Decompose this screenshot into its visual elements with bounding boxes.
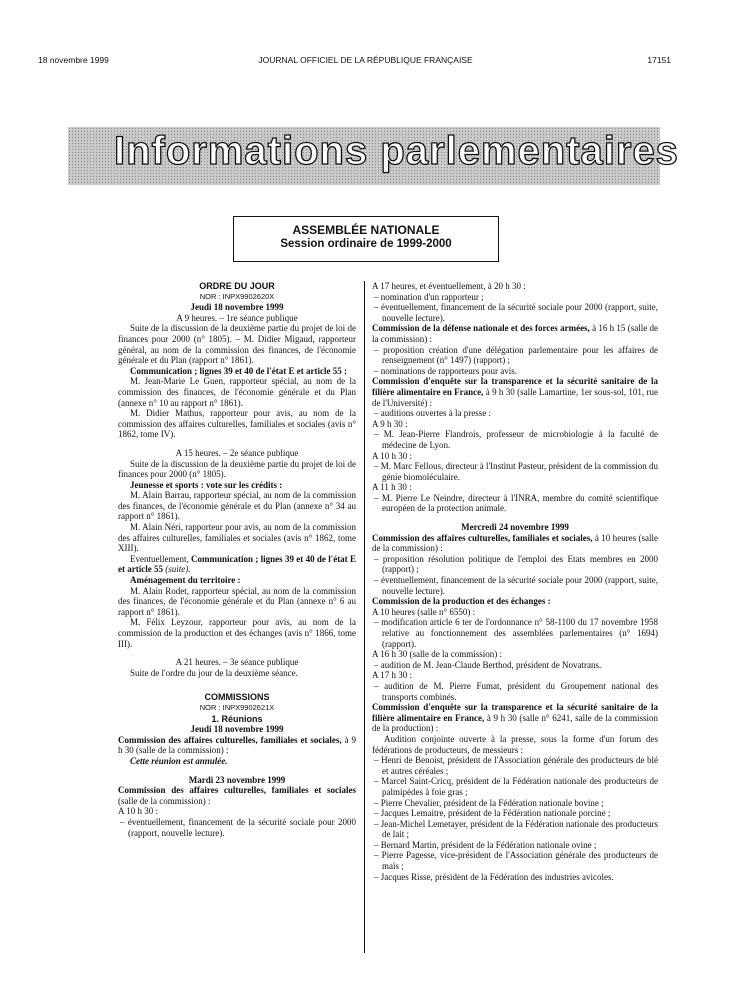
list-item: – M. Jean-Pierre Flandrois, professeur de microbiologie à la faculté de médecine de Lyon. bbox=[374, 429, 658, 450]
list-item: – audition de M. Pierre Fumat, président du Groupement national des transports combinés. bbox=[374, 680, 658, 702]
time-label: A 10 heures (salle n° 6550) : bbox=[372, 606, 476, 617]
list-item: – Jean-Michel Lemetayer, président de la Fédération nationale des producteurs de lait ; bbox=[374, 818, 658, 840]
text-run: à 9 h 30 (salle n° 6241, salle de la commission de la production) : bbox=[372, 712, 658, 734]
time-label: A 17 h 30 : bbox=[372, 670, 413, 681]
seance-time: A 15 heures. – 2e séance publique bbox=[175, 447, 299, 458]
time-label: A 17 heures, et éventuellement, à 20 h 30 : bbox=[372, 281, 526, 291]
paragraph: M. Didier Mathus, rapporteur pour avis, au nom de la commission des affaires culturelles, familiales et sociales (avis n° 1862, tome IV). bbox=[118, 408, 356, 440]
text-run: à 9 h 30 (salle de la commission) : bbox=[118, 734, 357, 756]
seance-time: A 21 heures. – 3e séance publique bbox=[175, 657, 299, 668]
paragraph bbox=[372, 702, 658, 734]
assembly-box bbox=[233, 216, 499, 262]
day-heading: Jeudi 18 novembre 1999 bbox=[190, 724, 284, 735]
text-run: à 10 heures (salle de la commission) : bbox=[372, 532, 658, 554]
ordre-nor: NOR : INPX9902620X bbox=[199, 291, 275, 301]
list-item: – nominations de rapporteurs pour avis. bbox=[374, 365, 517, 376]
agenda-heading: Communication ; lignes 39 et 40 de l'état E et article 55 : bbox=[130, 365, 347, 376]
session-name: Session ordinaire de 1999-2000 bbox=[280, 238, 452, 250]
paragraph bbox=[372, 323, 658, 344]
list-item: – Pierre Chevalier, président de la Fédération nationale bovine ; bbox=[374, 797, 604, 808]
list-item: – éventuellement, financement de la sécurité sociale pour 2000 (rapport, suite, nouvelle lecture). bbox=[374, 575, 658, 596]
paragraph: M. Alain Rodet, rapporteur spécial, au nom de la commission des finances, de l'économie générale et du Plan (annexe n° 6 au rapport n° 1861). bbox=[118, 585, 356, 617]
header-page-number: 17151 bbox=[647, 55, 671, 65]
section-banner bbox=[68, 127, 679, 185]
day-heading: Mercredi 24 novembre 1999 bbox=[461, 522, 569, 533]
time-label: A 11 h 30 : bbox=[372, 482, 412, 493]
paragraph bbox=[118, 735, 356, 756]
list-item: – Pierre Pagesse, vice-président de l'Association générale des producteurs de maïs ; bbox=[374, 850, 658, 872]
list-item: – Bernard Martin, président de la Fédération nationale ovine ; bbox=[374, 839, 597, 850]
left-column bbox=[118, 281, 356, 838]
commission-name: Commission de la défense nationale et des forces armées, bbox=[372, 323, 590, 334]
list-item: – auditions ouvertes à la presse : bbox=[374, 408, 491, 419]
text-run: (suite). bbox=[162, 564, 191, 575]
commission-name: Commission des affaires culturelles, familiales et sociales bbox=[118, 785, 356, 796]
commission-name: Commission d'enquête sur la transparence et la sécurité sanitaire de la filière alimentaire en France, bbox=[372, 376, 658, 397]
agenda-heading: Jeunesse et sports : vote sur les crédits : bbox=[130, 479, 283, 490]
commission-name: Commission des affaires culturelles, familiales et sociales, bbox=[372, 532, 593, 543]
column-divider bbox=[364, 281, 365, 953]
paragraph: M. Alain Barrau, rapporteur spécial, au nom de la commission des finances, de l'économie générale et du Plan (annexe n° 34 au rapport n° 1861). bbox=[118, 490, 356, 522]
header-date: 18 novembre 1999 bbox=[38, 55, 109, 65]
list-item: – Jacques Risse, président de la Fédération des industries avicoles. bbox=[374, 871, 614, 882]
right-column bbox=[372, 281, 658, 882]
list-item: – proposition résolution politique de l'emploi des Etats membres en 2000 (rapport) ; bbox=[374, 553, 658, 575]
paragraph: Suite de l'ordre du jour de la deuxième séance. bbox=[130, 667, 298, 678]
list-item: – nomination d'un rapporteur ; bbox=[374, 291, 484, 302]
commissions-title: COMMISSIONS bbox=[204, 692, 270, 703]
ordre-title: ORDRE DU JOUR bbox=[199, 281, 275, 291]
commission-name: Commission d'enquête sur la transparence et la sécurité sanitaire de la filière alimentaire en France, bbox=[372, 702, 658, 723]
assembly-name: ASSEMBLÉE NATIONALE bbox=[292, 223, 440, 237]
paragraph bbox=[118, 554, 356, 575]
seance-time: A 9 heures. – 1re séance publique bbox=[176, 312, 298, 323]
commissions-nor: NOR : INPX9902621X bbox=[199, 702, 275, 712]
cancel-note bbox=[118, 756, 356, 767]
commission-name: Commission des affaires culturelles, familiales et sociales, bbox=[118, 734, 342, 745]
paragraph: M. Félix Leyzour, rapporteur pour avis, au nom de la commission de la production et des échanges (avis n° 1866, tome III). bbox=[118, 617, 356, 649]
text-run: à 16 h 15 (salle de la commission) : bbox=[372, 323, 658, 344]
list-item: – M. Pierre Le Neindre, directeur à l'INRA, membre du comité scientifique européen de la protection animale. bbox=[374, 492, 658, 514]
list-item: – M. Marc Fellous, directeur à l'Institut Pasteur, président de la commission du génie biomoléculaire. bbox=[374, 461, 658, 482]
text-run: à 9 h 30 (salle Lamartine, 1er sous-sol, 101, rue de l'Université) : bbox=[372, 386, 658, 408]
paragraph: Audition conjointe ouverte à la presse, sous la forme d'un forum des fédérations de producteurs, de messieurs : bbox=[372, 733, 658, 755]
paragraph: M. Alain Néri, rapporteur pour avis, au nom de la commission des affaires culturelles, familiales et sociales (avis n° 1862, tome XIII). bbox=[118, 522, 356, 554]
list-item: – audition de M. Jean-Claude Berthod, président de Novatrans. bbox=[374, 659, 602, 670]
commission-name: Commission de la production et des échanges : bbox=[372, 596, 551, 607]
text-run: (salle de la commission) : bbox=[118, 795, 211, 806]
agenda-heading: Aménagement du territoire : bbox=[130, 575, 241, 586]
list-item: – éventuellement, financement de la sécurité sociale pour 2000 (rapport, nouvelle lecture). bbox=[120, 816, 356, 838]
time-label: A 9 h 30 : bbox=[372, 418, 408, 429]
paragraph: M. Jean-Marie Le Guen, rapporteur spécial, au nom de la commission des finances, de l'économie générale et du Plan (annexe n° 10 au rapport n° 1861). bbox=[118, 376, 356, 408]
day-heading: Jeudi 18 novembre 1999 bbox=[190, 302, 284, 313]
list-item: – Henri de Benoist, président de l'Association générale des producteurs de blé et autres céréales ; bbox=[374, 755, 658, 776]
time-label: A 10 h 30 : bbox=[372, 450, 413, 461]
list-item: – éventuellement, financement de la sécurité sociale pour 2000 (rapport, suite, nouvelle lecture). bbox=[374, 302, 658, 323]
list-item: – Jacques Lemaitre, président de la Fédération nationale porcine ; bbox=[374, 808, 611, 819]
paragraph bbox=[372, 376, 658, 408]
paragraph bbox=[118, 785, 356, 806]
reunions-title: 1. Réunions bbox=[211, 713, 263, 724]
paragraph: Suite de la discussion de la deuxième partie du projet de loi de finances pour 2000 (n° 1805). – M. Didier Migaud, rapporteur général, au nom de la commission des finances, de l'économie générale et du Plan (rapport n° 1861). bbox=[118, 323, 356, 366]
text-run: Cette réunion est annulée. bbox=[130, 755, 228, 766]
time-label: A 10 h 30 : bbox=[118, 806, 159, 817]
paragraph: Suite de la discussion de la deuxième partie du projet de loi de finances pour 2000 (n° 1805). bbox=[118, 458, 356, 480]
list-item: – modification article 6 ter de l'ordonnance n° 58-1100 du 17 novembre 1958 relative au fonctionnement des assemblées parlementaires (n° 1694) (rapport). bbox=[374, 617, 658, 649]
list-item: – proposition création d'une délégation parlementaire pour les affaires de renseignement (n° 1497) (rapport) ; bbox=[374, 344, 658, 366]
day-heading: Mardi 23 novembre 1999 bbox=[188, 774, 286, 785]
banner-title: Informations parlementaires bbox=[114, 129, 679, 173]
header-journal: JOURNAL OFFICIEL DE LA RÉPUBLIQUE FRANÇAISE bbox=[258, 55, 473, 65]
text-run: Communication ; lignes 39 et 40 de l'état E et article 55 bbox=[118, 553, 356, 575]
page-header bbox=[0, 55, 731, 69]
time-label: A 16 h 30 (salle de la commission) : bbox=[372, 649, 502, 660]
list-item: – Marcel Saint-Cricq, président de la Fédération nationale des producteurs de palmipèdes à foie gras ; bbox=[374, 776, 658, 797]
paragraph bbox=[372, 533, 658, 554]
text-run: Eventuellement, bbox=[130, 553, 192, 564]
